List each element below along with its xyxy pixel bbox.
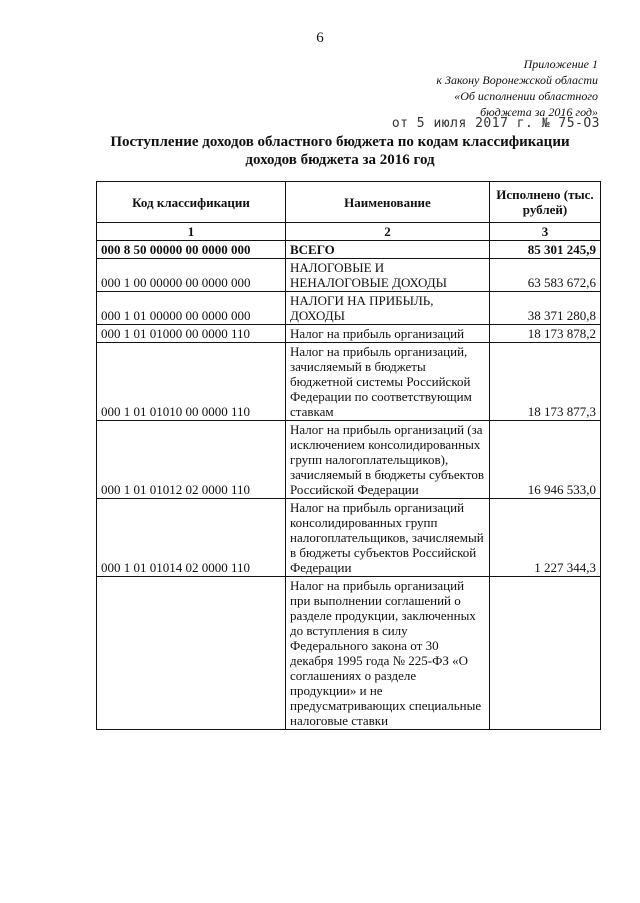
date-number-stamp: от 5 июля 2017 г. № 75-ОЗ [391, 116, 600, 131]
column-number-row [97, 223, 601, 241]
row-code: 000 1 01 01010 00 0000 110 [97, 343, 286, 421]
row-code [97, 577, 286, 730]
row-code: 000 1 01 00000 00 0000 000 [97, 292, 286, 325]
document-title [60, 133, 620, 169]
column-number: 2 [286, 223, 490, 241]
table-row [97, 421, 601, 499]
row-amount: 1 227 344,3 [490, 499, 601, 577]
table-header-row [97, 182, 601, 223]
row-name: НАЛОГОВЫЕ И НЕНАЛОГОВЫЕ ДОХОДЫ [286, 259, 490, 292]
row-code: 000 1 00 00000 00 0000 000 [97, 259, 286, 292]
header-amount: Исполнено (тыс. рублей) [490, 182, 601, 223]
row-name: Налог на прибыль организаций, зачисляемый в бюджеты бюджетной системы Российской Федерации по соответствующим ставкам [286, 343, 490, 421]
row-amount: 18 173 878,2 [490, 325, 601, 343]
revenue-table [96, 181, 601, 730]
row-amount: 85 301 245,9 [490, 241, 601, 259]
row-name: НАЛОГИ НА ПРИБЫЛЬ, ДОХОДЫ [286, 292, 490, 325]
table-row [97, 577, 601, 730]
column-number: 1 [97, 223, 286, 241]
table-row [97, 241, 601, 259]
table-row [97, 343, 601, 421]
row-code: 000 1 01 01012 02 0000 110 [97, 421, 286, 499]
row-amount [490, 577, 601, 730]
header-name: Наименование [286, 182, 490, 223]
page-number: 6 [316, 30, 324, 46]
column-number: 3 [490, 223, 601, 241]
row-name: Налог на прибыль организаций консолидированных групп налогоплательщиков, зачисляемый в бюджеты субъектов Российской Федерации [286, 499, 490, 577]
row-name: Налог на прибыль организаций при выполнении соглашений о разделе продукции, заключенных до вступления в силу Федерального закона от 30 декабря 1995 года № 225-ФЗ «О соглашениях о разделе продукции» и не предусматривающих специальные налоговые ставки [286, 577, 490, 730]
row-name: Налог на прибыль организаций (за исключением консолидированных групп налогоплательщиков), зачисляемый в бюджеты субъектов Российской Федерации [286, 421, 490, 499]
table-row [97, 499, 601, 577]
row-name: Налог на прибыль организаций [286, 325, 490, 343]
row-code: 000 1 01 01000 00 0000 110 [97, 325, 286, 343]
appendix-line: к Закону Воронежской области [436, 73, 598, 87]
row-code: 000 8 50 00000 00 0000 000 [97, 241, 286, 259]
appendix-line: бюджета за 2016 год» [480, 105, 598, 119]
appendix-line: «Об исполнении областного [454, 89, 598, 103]
title-line: доходов бюджета за 2016 год [245, 152, 435, 168]
row-amount: 18 173 877,3 [490, 343, 601, 421]
table-row [97, 325, 601, 343]
appendix-line: Приложение 1 [523, 57, 598, 71]
row-name: ВСЕГО [286, 241, 490, 259]
row-amount: 63 583 672,6 [490, 259, 601, 292]
row-code: 000 1 01 01014 02 0000 110 [97, 499, 286, 577]
row-amount: 16 946 533,0 [490, 421, 601, 499]
title-line: Поступление доходов областного бюджета по кодам классификации [110, 134, 570, 150]
row-amount: 38 371 280,8 [490, 292, 601, 325]
table-row [97, 259, 601, 292]
appendix-note [436, 56, 598, 120]
table-row [97, 292, 601, 325]
header-code: Код классификации [97, 182, 286, 223]
